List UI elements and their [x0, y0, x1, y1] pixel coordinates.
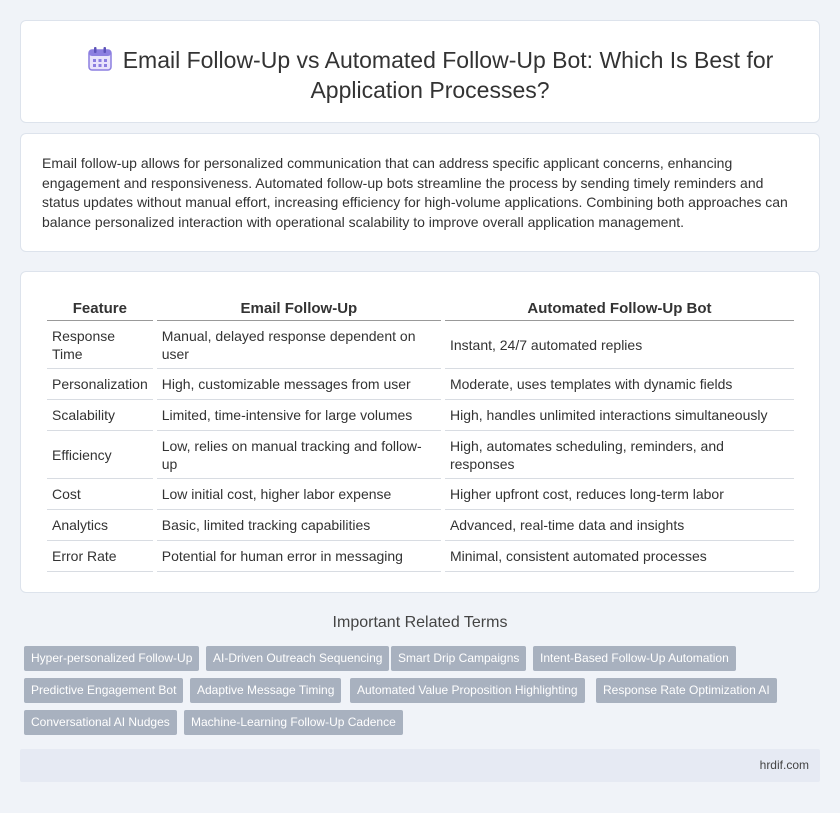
feature-cell: Cost [47, 479, 153, 510]
header-email-follow-up: Email Follow-Up [157, 296, 441, 321]
bot-cell: High, automates scheduling, reminders, and responses [445, 431, 794, 479]
email-cell: Manual, delayed response dependent on user [157, 321, 441, 369]
related-term-tag[interactable]: Hyper-personalized Follow-Up [24, 646, 199, 671]
intro-paragraph: Email follow-up allows for personalized communication that can address specific applicant concerns, enhancing engagement and responsiveness. Automated follow-up bots streamline the process by sending timely reminders and status updates without manual effort, increasing efficiency for high-volume applications. Combining both approaches can balance personalized interaction with operational scalability to improve overall application management. [42, 155, 788, 230]
related-term-tag[interactable]: Response Rate Optimization AI [596, 678, 777, 703]
feature-cell: Analytics [47, 510, 153, 541]
bot-cell: Moderate, uses templates with dynamic fields [445, 369, 794, 400]
table-row [47, 479, 794, 510]
bot-cell: Instant, 24/7 automated replies [445, 321, 794, 369]
related-term-tag[interactable]: Adaptive Message Timing [190, 678, 341, 703]
feature-cell: Scalability [47, 400, 153, 431]
page-title-wrap [61, 45, 799, 105]
comparison-table [43, 296, 798, 572]
related-terms-title: Important Related Terms [332, 614, 508, 631]
footer [20, 749, 820, 782]
header-feature: Feature [47, 296, 153, 321]
bot-cell: Advanced, real-time data and insights [445, 510, 794, 541]
table-row [47, 431, 794, 479]
intro-card [20, 133, 820, 252]
email-cell: Low, relies on manual tracking and follow-up [157, 431, 441, 479]
bot-cell: High, handles unlimited interactions simultaneously [445, 400, 794, 431]
related-term-tag[interactable]: Smart Drip Campaigns [391, 646, 526, 671]
email-cell: Limited, time-intensive for large volumes [157, 400, 441, 431]
feature-cell: Efficiency [47, 431, 153, 479]
feature-cell: Error Rate [47, 541, 153, 572]
table-row [47, 400, 794, 431]
email-cell: Low initial cost, higher labor expense [157, 479, 441, 510]
table-row [47, 510, 794, 541]
table-row [47, 321, 794, 369]
related-term-tag[interactable]: Conversational AI Nudges [24, 710, 177, 735]
page-title: Email Follow-Up vs Automated Follow-Up Bot: Which Is Best for Application Processes? [122, 47, 774, 103]
bot-cell: Higher upfront cost, reduces long-term labor [445, 479, 794, 510]
comparison-card [20, 271, 820, 593]
header-automated-bot: Automated Follow-Up Bot [445, 296, 794, 321]
feature-cell: Response Time [47, 321, 153, 369]
email-cell: High, customizable messages from user [157, 369, 441, 400]
table-row [47, 369, 794, 400]
related-term-tag[interactable]: AI-Driven Outreach Sequencing [206, 646, 389, 671]
related-term-tag[interactable]: Automated Value Proposition Highlighting [350, 678, 585, 703]
related-term-tag[interactable]: Machine-Learning Follow-Up Cadence [184, 710, 403, 735]
feature-cell: Personalization [47, 369, 153, 400]
related-term-tag[interactable]: Intent-Based Follow-Up Automation [533, 646, 736, 671]
table-row [47, 541, 794, 572]
bot-cell: Minimal, consistent automated processes [445, 541, 794, 572]
footer-site[interactable]: hrdif.com [759, 758, 809, 772]
related-term-tag[interactable]: Predictive Engagement Bot [24, 678, 183, 703]
table-header-row [47, 296, 794, 321]
calendar-icon [87, 46, 113, 72]
email-cell: Basic, limited tracking capabilities [157, 510, 441, 541]
title-card [20, 20, 820, 123]
email-cell: Potential for human error in messaging [157, 541, 441, 572]
